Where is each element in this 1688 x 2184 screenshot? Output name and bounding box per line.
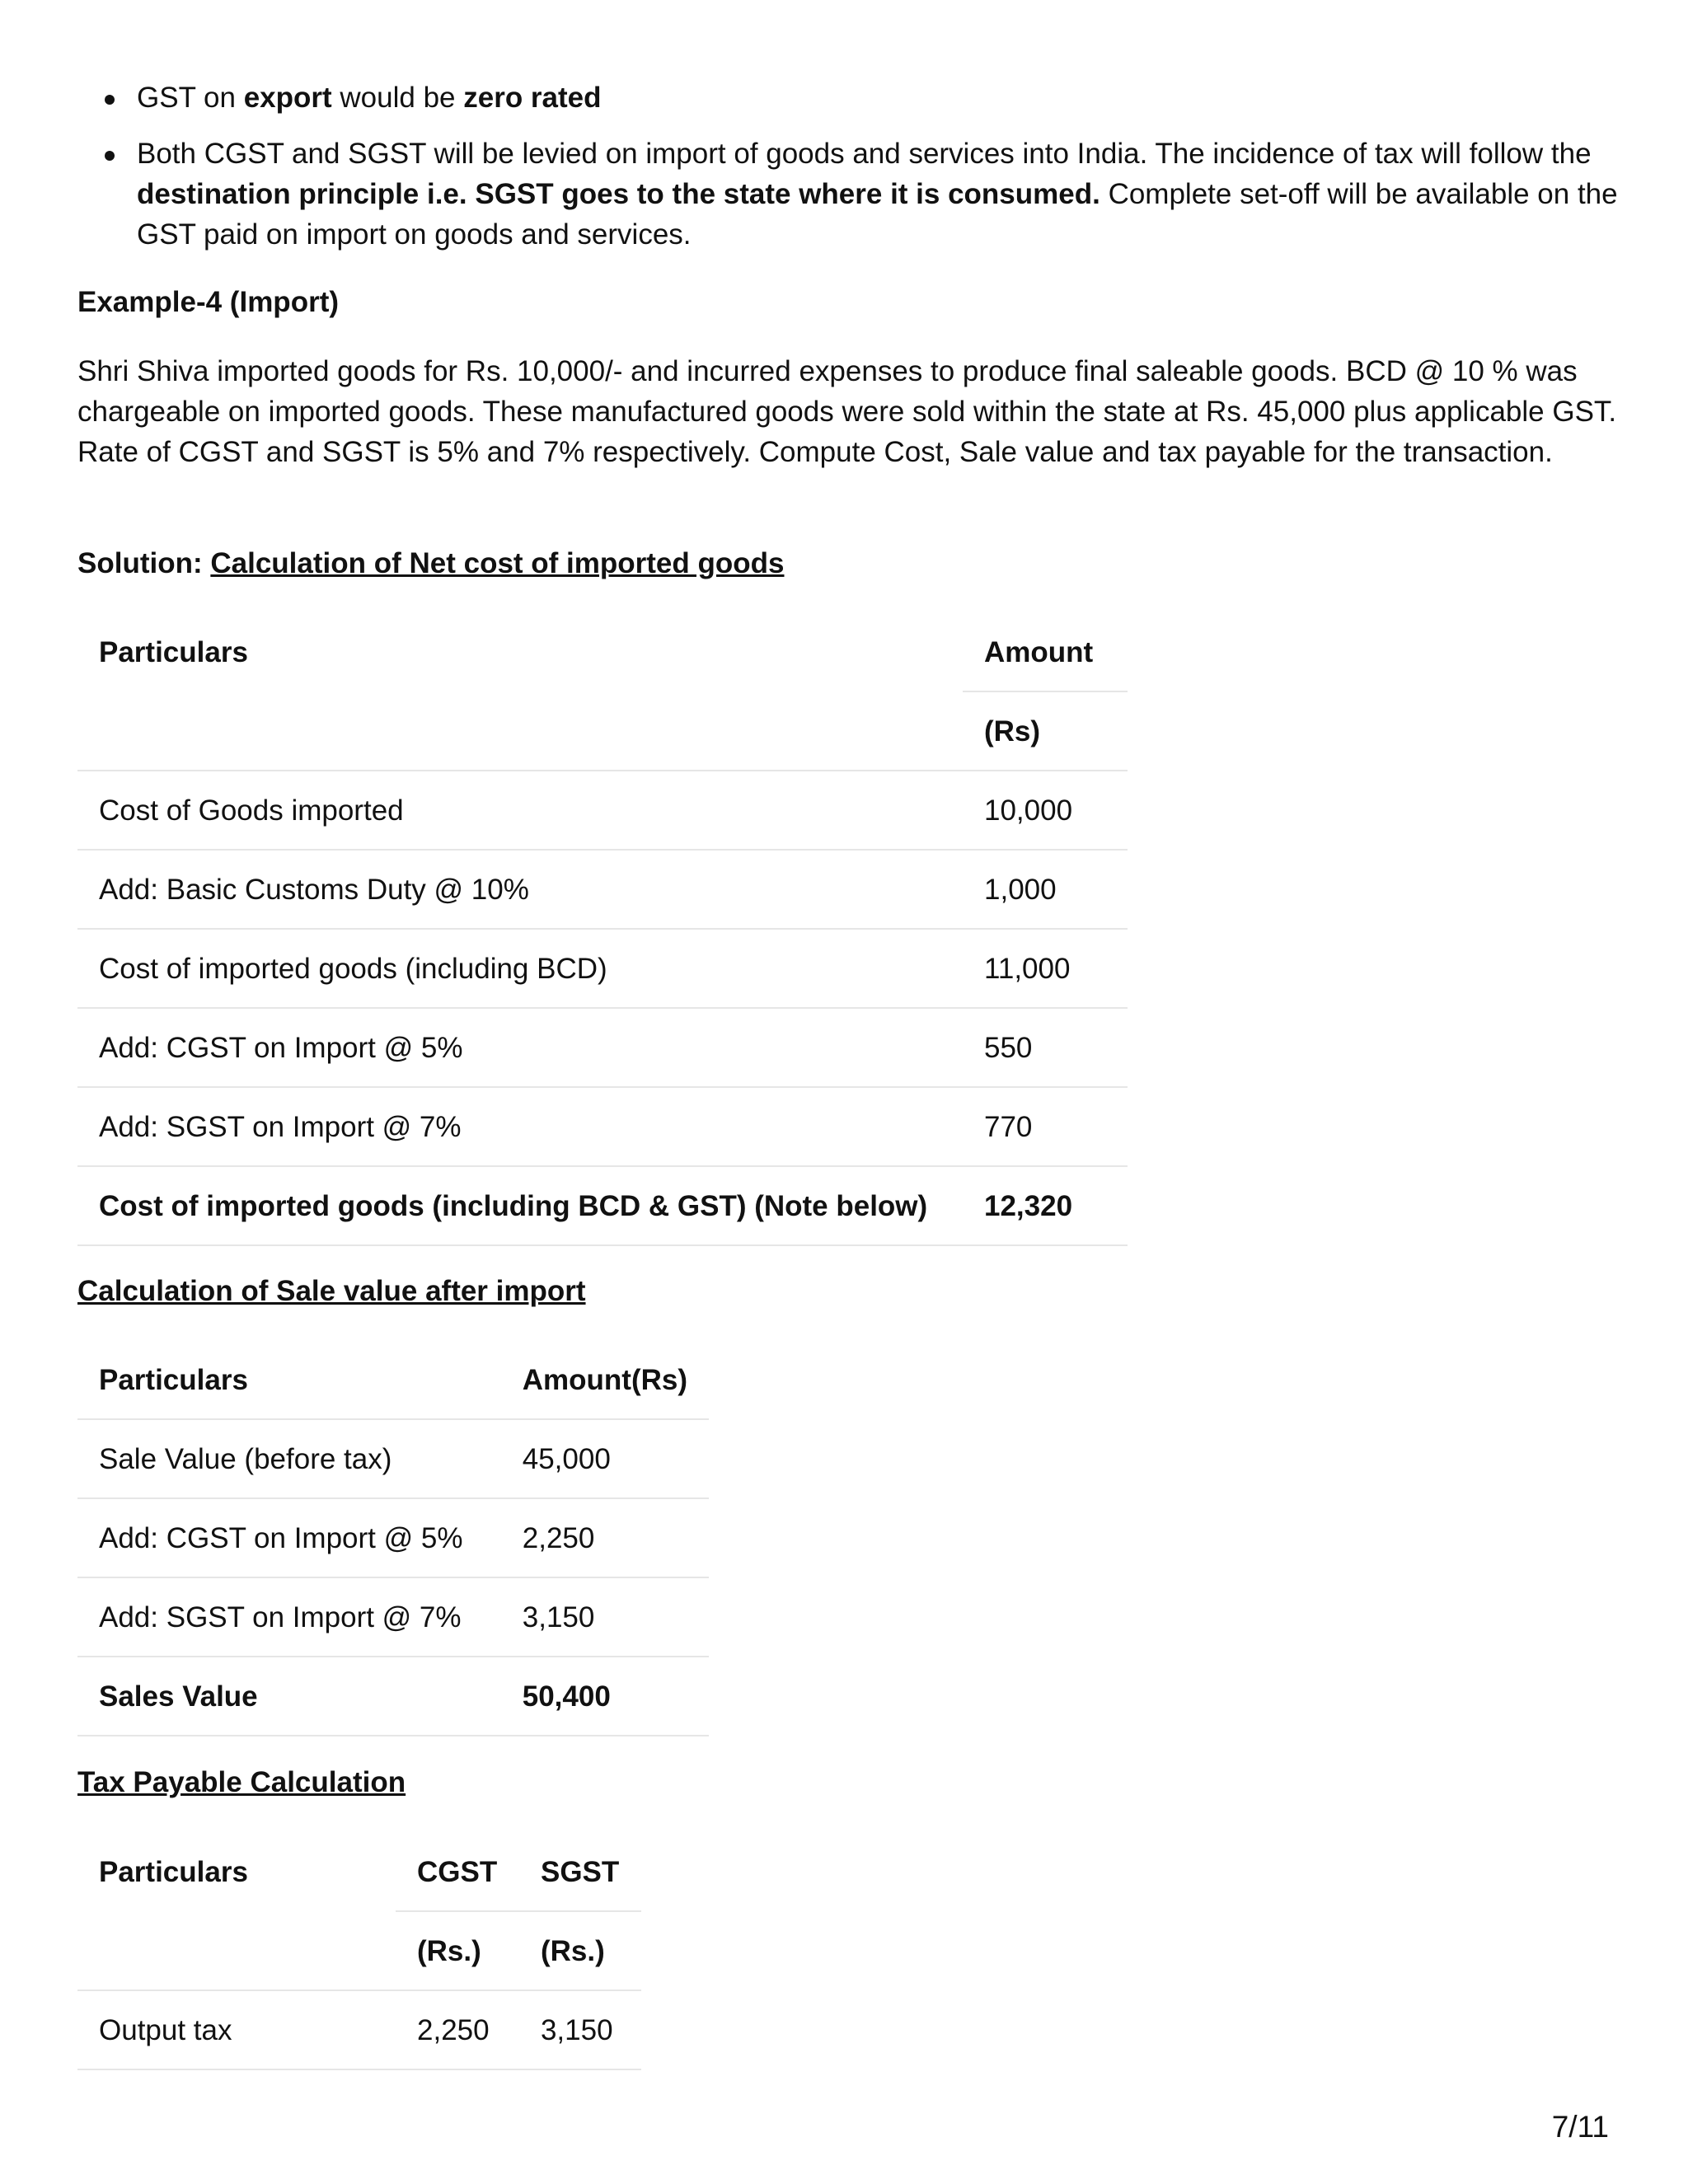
table1-title: Calculation of Net cost of imported goods [210,547,785,579]
tax-payable-table [77,1833,641,2070]
bullet-export: GST on export would be zero rated [77,77,1619,118]
table2-header-particulars: Particulars [77,1341,501,1419]
bullet-list [77,77,1619,270]
table-row: Output tax 2,250 3,150 [77,1990,641,2069]
sale-value-table [77,1341,709,1736]
table3-header-cgst: CGST [396,1833,519,1911]
table2-header-amount: Amount(Rs) [501,1341,709,1419]
table-row: Add: SGST on Import @ 7% 770 [77,1087,1128,1166]
table-row: Cost of Goods imported 10,000 [77,771,1128,850]
table-row: Cost of imported goods (including BCD) 11,000 [77,929,1128,1008]
table2-title: Calculation of Sale value after import [77,1275,586,1307]
solution-heading: Solution: Calculation of Net cost of imported goods [77,547,785,579]
table-row: Sale Value (before tax) 45,000 [77,1419,709,1498]
table1-header-particulars: Particulars [99,636,248,668]
table1-header-unit: (Rs) [963,691,1128,771]
page-number: 7/11 [1551,2110,1609,2144]
example-heading: Example-4 (Import) [77,286,339,318]
table3-unit-cgst: (Rs.) [396,1911,519,1990]
table-row: Add: Basic Customs Duty @ 10% 1,000 [77,850,1128,929]
table3-header-sgst: SGST [519,1833,641,1911]
example-text: Shri Shiva imported goods for Rs. 10,000/- and incurred expenses to produce final saleable goods. BCD @ 10 % was chargeable on imported goods. These manufactured goods were sold within the state at Rs. 45,000 plus applicable GST. Rate of CGST and SGST is 5% and 7% respectively. Compute Cost, Sale value and tax payable for the transaction. [77,355,1617,468]
table3-unit-sgst: (Rs.) [519,1911,641,1990]
net-cost-table [77,613,1128,1246]
table-row: Add: CGST on Import @ 5% 550 [77,1008,1128,1087]
table3-title: Tax Payable Calculation [77,1766,406,1798]
table2-total-row: Sales Value 50,400 [77,1657,709,1736]
bullet-import: Both CGST and SGST will be levied on import of goods and services into India. The incidence of tax will follow the destination principle i.e. SGST goes to the state where it is consumed. Complete set-off will be available on the GST paid on import on goods and services. [77,134,1619,255]
table3-header-particulars: Particulars [99,1856,248,1888]
table-row: Add: SGST on Import @ 7% 3,150 [77,1577,709,1657]
table-row: Add: CGST on Import @ 5% 2,250 [77,1498,709,1577]
table1-total-row: Cost of imported goods (including BCD & GST) (Note below) 12,320 [77,1166,1128,1245]
table1-header-amount: Amount [963,613,1128,691]
